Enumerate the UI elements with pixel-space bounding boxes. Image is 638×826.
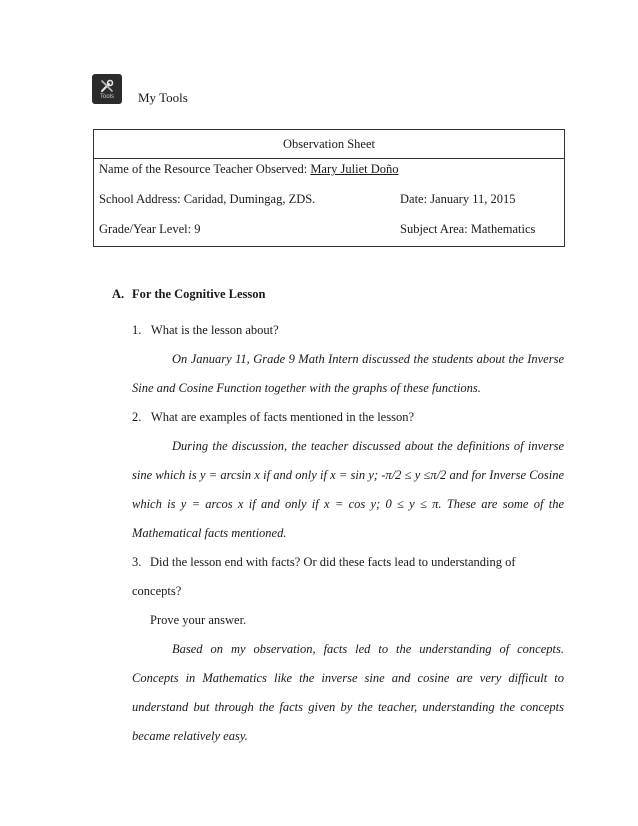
tools-icon[interactable]: [92, 74, 122, 104]
page-title: My Tools: [138, 90, 188, 105]
grade-row: [94, 222, 564, 244]
question-number: 1.: [132, 323, 142, 337]
answer-3: Based on my observation, facts led to the understanding of concepts. Concepts in Mathematics like the inverse sine and cosine are very difficult to understand but through the facts given by the teacher, understanding the concepts became relatively easy.: [132, 642, 564, 743]
question-1: [112, 316, 564, 345]
question-text: What are examples of facts mentioned in the lesson?: [150, 410, 415, 424]
question-text: Did the lesson end with facts? Or did these facts lead to understanding of concepts?: [132, 555, 516, 598]
teacher-row: [94, 162, 564, 184]
section-title: For the Cognitive Lesson: [132, 287, 266, 301]
grade-level: Grade/Year Level: 9: [99, 222, 201, 236]
subject-area: Subject Area: Mathematics: [400, 222, 536, 236]
question-continuation: Prove your answer.: [150, 613, 247, 627]
section-letter: A.: [112, 287, 125, 301]
section-heading: [112, 287, 564, 302]
question-2: [112, 403, 564, 432]
observation-body: [94, 159, 564, 246]
answer-2: During the discussion, the teacher discussed about the definitions of inverse sine which is y = arcsin x if and only if x = sin y; -π/2 ≤ y ≤π/2 and for Inverse Cosine which is y = arcos x if and only if x = cos y; 0 ≤ y ≤ π. These are some of the Mathematical facts mentioned.: [132, 439, 564, 540]
observation-sheet: [93, 129, 565, 247]
teacher-name: Mary Juliet Doño: [310, 162, 399, 176]
page-header: [92, 74, 188, 104]
observation-title: Observation Sheet: [94, 130, 564, 159]
wrench-screwdriver-icon: [99, 78, 115, 94]
tools-caption: Tools: [99, 93, 114, 100]
lesson-content: [112, 280, 564, 751]
answer-1: On January 11, Grade 9 Math Intern discussed the students about the Inverse Sine and Cosine Function together with the graphs of these functions.: [132, 352, 564, 395]
observation-date: Date: January 11, 2015: [400, 192, 516, 206]
question-number: 3.: [132, 555, 142, 569]
school-address: School Address: Caridad, Dumingag, ZDS.: [99, 192, 316, 206]
question-number: 2.: [132, 410, 142, 424]
school-row: [94, 192, 564, 214]
question-3: [112, 548, 564, 635]
question-text: What is the lesson about?: [150, 323, 279, 337]
teacher-label: Name of the Resource Teacher Observed:: [99, 162, 311, 176]
